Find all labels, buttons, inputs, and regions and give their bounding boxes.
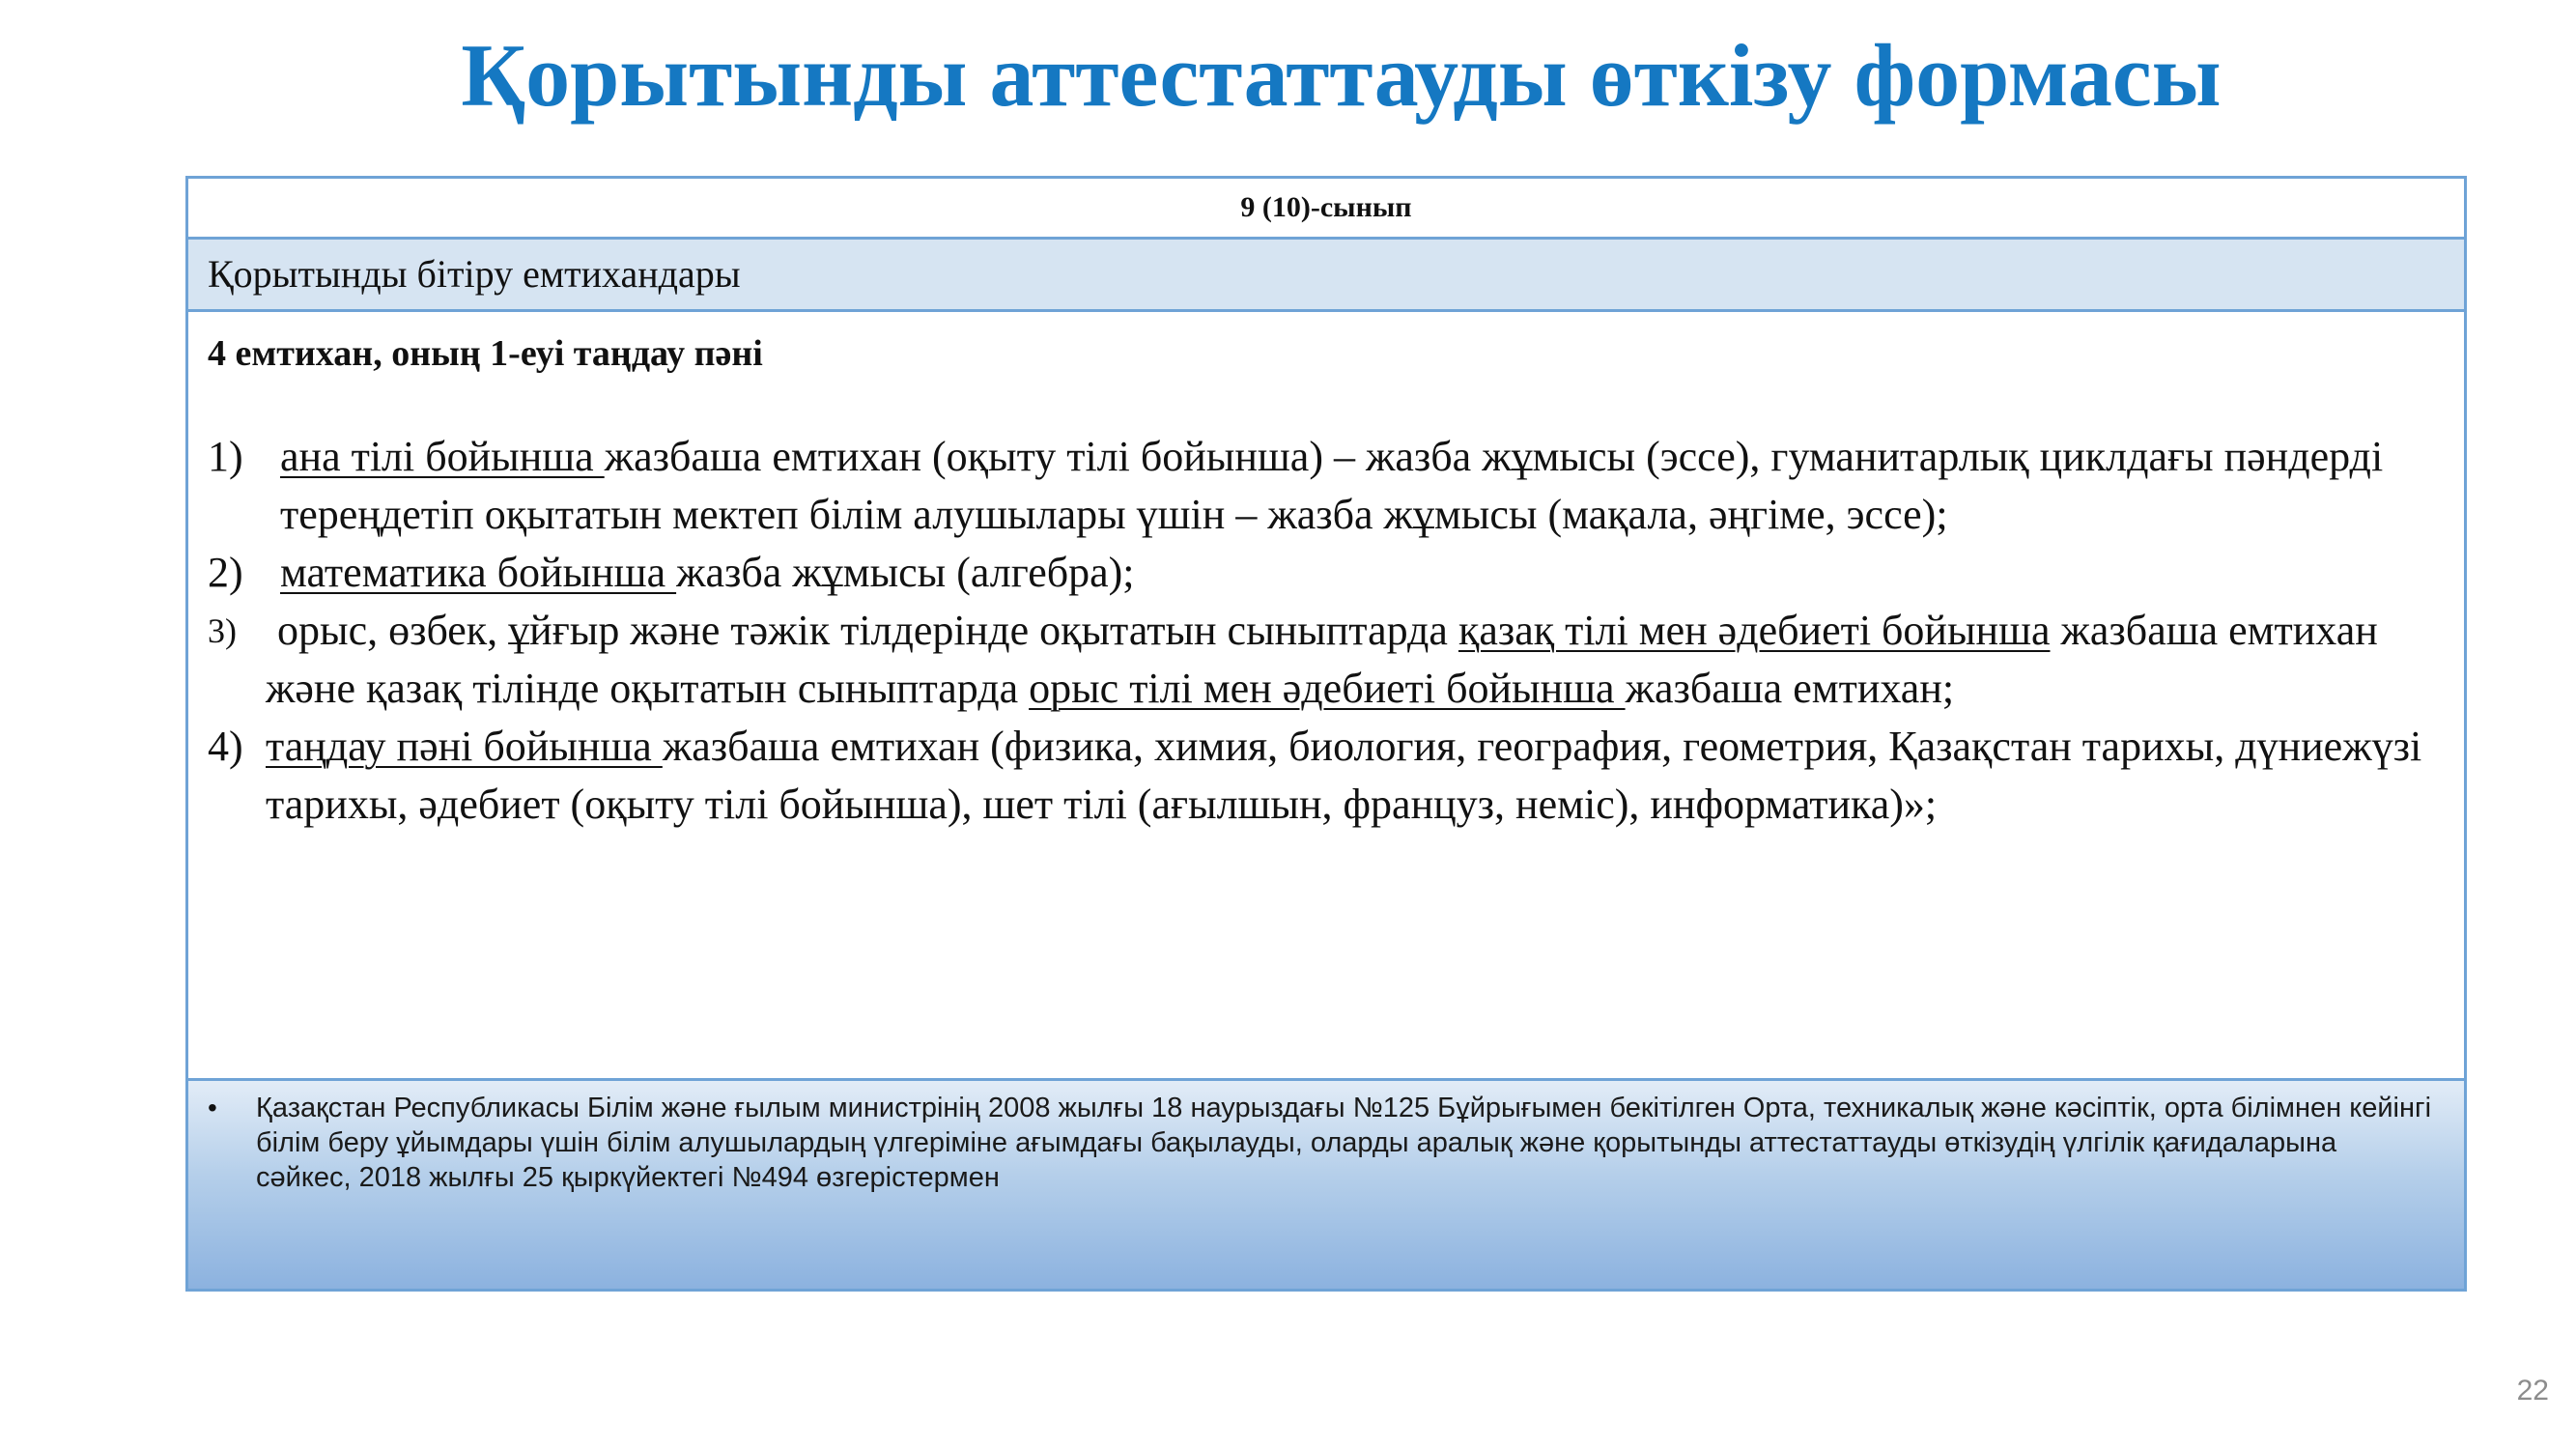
item-text: жазбаша емтихан (оқыту тілі бойынша) – жазба жұмысы (эссе), гуманитарлық циклдағы пәндерді тереңдетіп оқытатын мектеп білім алушылары үшін – жазба жұмысы (мақала, әңгіме, эссе); <box>280 433 2384 538</box>
item-number: 4) <box>208 723 243 770</box>
item-text: орыс, өзбек, ұйғыр және тәжік тілдерінде оқытатын сыныптарда <box>277 607 1458 654</box>
footnote-row <box>188 1081 2464 1289</box>
underlined-subject: математика бойынша <box>280 549 677 596</box>
exam-form-table <box>185 176 2467 1292</box>
list-item <box>208 602 2449 718</box>
list-item <box>208 428 2449 544</box>
grade-header: 9 (10)-сынып <box>188 179 2464 240</box>
bullet-icon: • <box>208 1093 217 1122</box>
exam-type-row: Қорытынды бітіру емтихандары <box>188 240 2464 312</box>
item-text: жазбаша емтихан; <box>1625 665 1955 712</box>
page-number: 22 <box>2516 1375 2549 1406</box>
underlined-subject: орыс тілі мен әдебиеті бойынша <box>1029 665 1626 712</box>
underlined-subject: ана тілі бойынша <box>280 433 605 480</box>
footnote-text: Қазақстан Республикасы Білім және ғылым министрінің 2008 жылғы 18 наурыздағы №125 Бұйрығымен бекітілген Орта, техникалық және кәсіптік, орта білімнен кейінгі білім беру ұйымдары үшін білім алушылардың үлгеріміне ағымдағы бақылауды, оларды аралық және қорытынды аттестаттауды өткізудің үлгілік қағидаларына сәйкес, 2018 жылғы 25 қыркүйектегі №494 өзгерістермен <box>256 1093 2432 1193</box>
slide-title: Қорытынды аттестаттауды өткізу формасы <box>461 26 2222 125</box>
exam-content-cell <box>188 312 2464 1081</box>
item-text: жазбаша емтихан (физика, химия, биология, география, геометрия, Қазақстан тарихы, дүниежүзі тарихы, әдебиет (оқыту тілі бойынша), шет тілі (ағылшын, француз, неміс), информатика)»; <box>266 723 2422 828</box>
underlined-subject: таңдау пәні бойынша <box>266 723 663 770</box>
item-number: 3) <box>208 611 237 650</box>
exam-count-heading: 4 емтихан, оның 1-еуі таңдау пәні <box>208 333 763 374</box>
item-text: жазба жұмысы (алгебра); <box>676 549 1135 596</box>
item-number: 2) <box>208 549 243 596</box>
underlined-subject: қазақ тілі мен әдебиеті бойынша <box>1458 607 2051 654</box>
item-number: 1) <box>208 433 243 480</box>
list-item <box>208 718 2449 834</box>
item-text: жазбаша емтихан және қазақ тілінде оқытатын сыныптарда <box>266 607 2378 712</box>
exam-list <box>208 428 2449 834</box>
list-item <box>208 544 2449 602</box>
